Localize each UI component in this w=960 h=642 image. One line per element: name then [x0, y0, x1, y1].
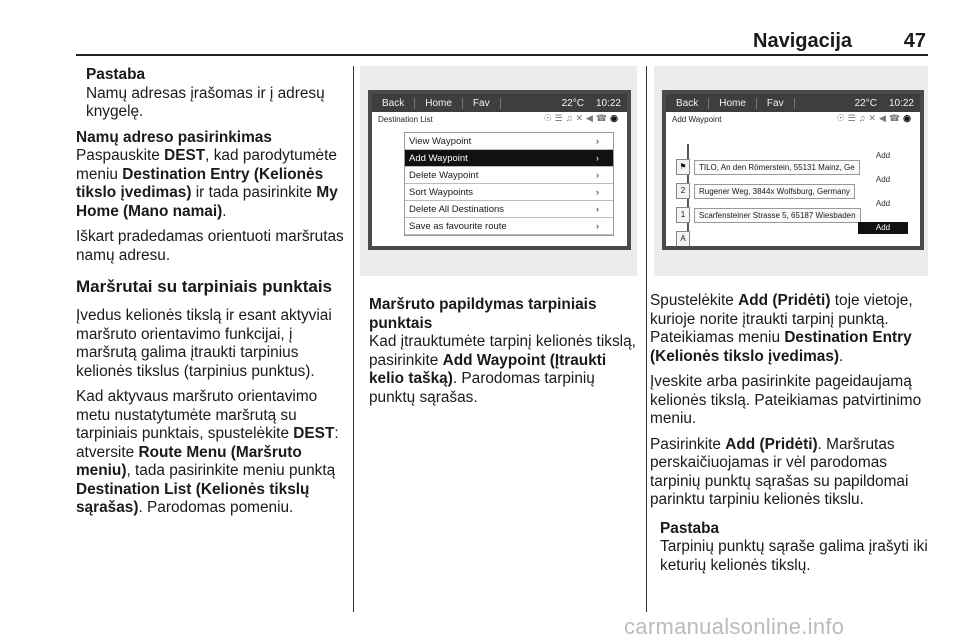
start-point-icon: A [676, 231, 690, 247]
status-icons: ☉☰♫✕◀☎◉ [836, 113, 914, 123]
screen-subtitle: Destination List ☉☰♫✕◀☎◉ [378, 113, 621, 124]
note-box [76, 66, 344, 122]
chevron-right-icon: › [596, 221, 599, 231]
add-button-selected[interactable]: Add [858, 222, 908, 234]
paragraph: Kad aktyvaus maršruto orientavimo metu nustatytumėte maršrutą su tarpiniais punktais, spustelėkite DEST: atversite Route Menu (Maršruto meniu), tada pasirinkite meniu punktą Destination List (Kelionės tikslų sąrašas). Parodomas pomeniu. [76, 388, 339, 516]
temperature: 22°C [854, 97, 877, 109]
note-box [650, 520, 932, 576]
waypoint-2-icon: 2 [676, 183, 690, 199]
waypoint-row[interactable]: 1 Scarfensteiner Strasse 5, 65187 Wiesbaden [676, 206, 861, 224]
watermark: carmanualsonline.info [624, 614, 845, 639]
menu-item-view-waypoint[interactable]: View Waypoint › [405, 133, 613, 150]
note-title: Pastaba [660, 519, 720, 537]
note-body: Namų adresas įrašomas ir į adresų knygelę. [86, 84, 325, 120]
note-body: Tarpinių punktų sąraše galima įrašyti iki keturių kelionės tikslų. [660, 538, 928, 574]
home-button[interactable]: Home [709, 98, 757, 109]
clock: 10:22 [888, 97, 914, 109]
add-button[interactable]: Add [875, 175, 891, 184]
chevron-right-icon: › [596, 153, 599, 163]
paragraph: Iškart pradedamas orientuoti maršrutas namų adresu. [76, 228, 344, 264]
paragraph: Kad įtrauktumėte tarpinį kelionės tikslą, pasirinkite Add Waypoint (Įtraukti kelio tašką). Parodomas tarpinių punktų sąrašas. [369, 333, 636, 406]
back-button[interactable]: Back [372, 98, 415, 109]
screenshot-destination-list [368, 90, 631, 250]
paragraph: Spustelėkite Add (Pridėti) toje vietoje, kurioje norite įtraukti tarpinį punktą. Pateikiamas meniu Destination Entry (Kelionės tikslo įvedimas). [650, 292, 913, 365]
chevron-right-icon: › [596, 187, 599, 197]
page-number: 47 [903, 30, 926, 52]
screen-top-bar [666, 94, 920, 112]
waypoint-row[interactable]: ⚑ TILO, An den Römerstein, 55131 Mainz, Ge [676, 158, 860, 176]
column-divider-1 [353, 66, 354, 612]
status-icons: ☉☰♫✕◀☎◉ [543, 113, 621, 123]
temperature: 22°C [561, 97, 584, 109]
menu-item-save-favourite[interactable]: Save as favourite route › [405, 218, 613, 235]
paragraph: Paspauskite DEST, kad parodytumėte meniu Destination Entry (Kelionės tikslo įvedimas) ir tada pasirinkite My Home (Mano namai). [76, 147, 338, 220]
menu-item-add-waypoint[interactable]: Add Waypoint › [405, 150, 613, 167]
home-button[interactable]: Home [415, 98, 463, 109]
page-header-title: Navigacija [753, 30, 852, 52]
add-button[interactable]: Add [875, 199, 891, 208]
paragraph: Pasirinkite Add (Pridėti). Maršrutas perskaičiuojamas ir vėl parodomas tarpinių punktų sąrašas su papildomai parinktu tarpiniu kelionės tikslu. [650, 435, 909, 508]
menu-item-delete-waypoint[interactable]: Delete Waypoint › [405, 167, 613, 184]
menu-item-delete-all[interactable]: Delete All Destinations › [405, 201, 613, 218]
header-rule [76, 54, 928, 56]
chevron-right-icon: › [596, 136, 599, 146]
column-divider-2 [646, 66, 647, 612]
back-button[interactable]: Back [666, 98, 709, 109]
section-title: Namų adreso pasirinkimas [76, 128, 272, 146]
chevron-right-icon: › [596, 170, 599, 180]
fav-button[interactable]: Fav [757, 98, 795, 109]
add-button[interactable]: Add [875, 151, 891, 160]
section-heading: Maršrutai su tarpiniais punktais [76, 277, 333, 296]
menu-item-sort-waypoints[interactable]: Sort Waypoints › [405, 184, 613, 201]
column-3 [650, 292, 932, 582]
section-heading: Maršruto papildymas tarpiniais punktais [369, 296, 597, 332]
clock: 10:22 [595, 97, 621, 109]
destination-menu [404, 132, 614, 236]
waypoint-1-icon: 1 [676, 207, 690, 223]
fav-button[interactable]: Fav [463, 98, 501, 109]
waypoint-row[interactable]: 2 Rugener Weg, 3844x Wolfsburg, Germany [676, 182, 855, 200]
note-title: Pastaba [86, 66, 146, 83]
start-marker [676, 230, 694, 248]
screenshot-add-waypoint [662, 90, 924, 250]
screen-top-bar [372, 94, 627, 112]
screen-subtitle: Add Waypoint ☉☰♫✕◀☎◉ [672, 113, 914, 124]
paragraph: Įveskite arba pasirinkite pageidaujamą kelionės tikslą. Pateikiamas patvirtinimo meniu. [650, 373, 922, 427]
column-2 [369, 296, 639, 414]
paragraph: Įvedus kelionės tikslą ir esant aktyviai maršruto orientavimo funkcijai, į maršrutą galima įtraukti tarpinius kelionės tikslus (tarpinius punktus). [76, 307, 332, 380]
chevron-right-icon: › [596, 204, 599, 214]
destination-flag-icon: ⚑ [676, 159, 690, 175]
column-1 [76, 66, 344, 525]
